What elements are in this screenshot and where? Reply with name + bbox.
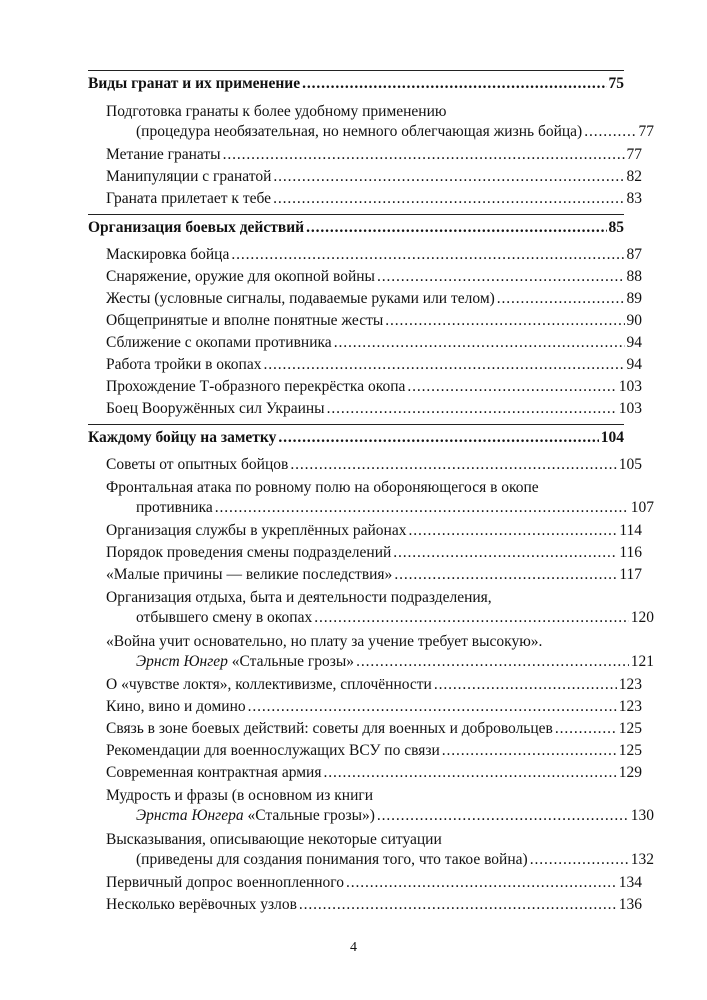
toc-section-heading[interactable]	[88, 429, 624, 452]
entry-page: 90	[626, 312, 642, 329]
entry-page: 117	[619, 566, 642, 583]
dot-leader	[407, 378, 616, 396]
section-title: Виды гранат и их применение	[88, 75, 301, 92]
toc-entry[interactable]	[88, 400, 642, 418]
entry-page: 103	[618, 400, 642, 417]
entry-page: 134	[618, 874, 642, 891]
entry-page: 120	[630, 609, 654, 626]
entry-page: 105	[618, 456, 642, 473]
dot-leader	[248, 698, 617, 716]
dot-leader	[555, 720, 617, 738]
dot-leader	[302, 75, 606, 93]
entry-title-line1: Высказывания, описывающие некоторые ситуации	[106, 831, 442, 848]
entry-page: 125	[618, 742, 642, 759]
entry-title-line2: «Стальные грозы»)	[247, 807, 375, 824]
dot-leader	[346, 874, 617, 892]
entry-title-line2: «Стальные грозы»	[231, 653, 355, 670]
toc-entry[interactable]	[88, 334, 642, 352]
dot-leader	[278, 429, 598, 447]
entry-title: Граната прилетает к тебе	[106, 190, 272, 207]
entry-page: 123	[618, 698, 642, 715]
entry-title: Маскировка бойца	[106, 246, 230, 263]
toc-entry[interactable]	[88, 566, 642, 584]
dot-leader	[377, 806, 629, 826]
quote-author: Эрнста Юнгера	[136, 807, 244, 824]
section-page: 85	[608, 219, 624, 236]
entry-page: 94	[626, 356, 642, 373]
entry-title: Связь в зоне боевых действий: советы для военных и добровольцев	[106, 720, 553, 737]
entry-title-line1: Организация отдыха, быта и деятельности подразделения,	[106, 589, 492, 606]
entry-page: 88	[626, 268, 642, 285]
section-page: 75	[608, 75, 624, 92]
entry-title: Общепринятые и вполне понятные жесты	[106, 312, 384, 329]
entry-page: 114	[619, 522, 642, 539]
toc-entry[interactable]	[88, 268, 642, 286]
dot-leader	[314, 608, 629, 628]
toc-entry[interactable]	[88, 356, 642, 374]
entry-title: Рекомендации для военнослужащих ВСУ по связи	[106, 742, 440, 759]
toc-entry[interactable]	[88, 786, 654, 826]
entry-title: Порядок проведения смены подразделений	[106, 544, 392, 561]
toc-entry[interactable]	[88, 312, 642, 330]
section-page: 104	[600, 429, 624, 446]
dot-leader	[408, 522, 617, 540]
entry-page: 130	[630, 807, 654, 824]
entry-title: Организация службы в укреплённых районах	[106, 522, 407, 539]
entry-page: 125	[618, 720, 642, 737]
dot-leader	[377, 268, 625, 286]
toc-entry[interactable]	[88, 588, 654, 628]
dot-leader	[263, 356, 624, 374]
toc-section-heading[interactable]	[88, 219, 624, 242]
dot-leader	[584, 122, 636, 142]
toc-entry[interactable]	[88, 478, 654, 518]
toc-entry[interactable]	[88, 632, 654, 672]
entry-page: 123	[618, 676, 642, 693]
entry-title: Первичный допрос военнопленного	[106, 874, 345, 891]
entry-page: 107	[630, 499, 654, 516]
toc-entry[interactable]	[88, 896, 642, 914]
dot-leader	[394, 566, 617, 584]
entry-title: Снаряжение, оружие для окопной войны	[106, 268, 375, 285]
toc-section-heading[interactable]	[88, 75, 624, 98]
dot-leader	[273, 168, 624, 186]
section-title: Организация боевых действий	[88, 219, 305, 236]
entry-title: Работа тройки в окопах	[106, 356, 262, 373]
dot-leader	[356, 652, 629, 672]
toc-entry[interactable]	[88, 246, 642, 264]
entry-title-line1: Фронтальная атака по ровному полю на обороняющегося в окопе	[106, 479, 539, 496]
entry-title: Метание гранаты	[106, 146, 221, 163]
entry-page: 83	[626, 190, 642, 207]
toc-section	[88, 214, 642, 418]
dot-leader	[223, 146, 625, 164]
entry-page: 136	[618, 896, 642, 913]
toc-entry[interactable]	[88, 522, 642, 540]
entry-title: Жесты (условные сигналы, подаваемые руками или телом)	[106, 290, 495, 307]
entry-title-line1: «Война учит основательно, но плату за учение требует высокую».	[106, 633, 543, 650]
entry-title-line2: противника	[136, 499, 213, 516]
dot-leader	[497, 290, 625, 308]
toc-entry[interactable]	[88, 146, 642, 164]
toc-entry[interactable]	[88, 676, 642, 694]
entry-page: 87	[626, 246, 642, 263]
toc-entry[interactable]	[88, 190, 642, 208]
entry-title: Прохождение Т-образного перекрёстка окопа	[106, 378, 406, 395]
dot-leader	[290, 456, 616, 474]
dot-leader	[306, 219, 606, 237]
toc-entry[interactable]	[88, 456, 642, 474]
toc-entry[interactable]	[88, 720, 642, 738]
toc-entry[interactable]	[88, 874, 642, 892]
entry-title: Сближение с окопами противника	[106, 334, 332, 351]
dot-leader	[334, 334, 625, 352]
dot-leader	[385, 312, 624, 330]
toc-entry[interactable]	[88, 830, 654, 870]
entry-title: Боец Вооружённых сил Украины	[106, 400, 325, 417]
entry-page: 121	[630, 653, 654, 670]
entry-title-line1: Подготовка гранаты к более удобному применению	[106, 103, 447, 120]
dot-leader	[393, 544, 617, 562]
toc-section	[88, 70, 654, 208]
entry-title-line2: отбывшего смену в окопах	[136, 609, 313, 626]
entry-title: «Малые причины — великие последствия»	[106, 566, 393, 583]
entry-title: Кино, вино и домино	[106, 698, 246, 715]
toc-entry[interactable]	[88, 290, 642, 308]
toc-entry[interactable]	[88, 102, 654, 142]
entry-page: 77	[638, 123, 654, 140]
page-number: 4	[350, 940, 357, 955]
dot-leader	[324, 764, 617, 782]
dot-leader	[215, 498, 629, 518]
dot-leader	[273, 190, 624, 208]
entry-title: Советы от опытных бойцов	[106, 456, 289, 473]
entry-page: 77	[626, 146, 642, 163]
toc-entry[interactable]	[88, 168, 642, 186]
toc-entry[interactable]	[88, 742, 642, 760]
dot-leader	[442, 742, 617, 760]
dot-leader	[231, 246, 624, 264]
toc-entry[interactable]	[88, 764, 642, 782]
toc-section	[88, 424, 654, 914]
dot-leader	[434, 676, 617, 694]
entry-page: 94	[626, 334, 642, 351]
entry-title: О «чувстве локтя», коллективизме, сплочённости	[106, 676, 432, 693]
entry-page: 129	[618, 764, 642, 781]
entry-page: 82	[626, 168, 642, 185]
table-of-contents	[88, 70, 654, 914]
entry-title-line2: (приведены для создания понимания того, что такое война)	[136, 851, 528, 868]
entry-title-line2: (процедура необязательная, но немного облегчающая жизнь бойца)	[136, 123, 583, 140]
entry-page: 116	[619, 544, 642, 561]
entry-title: Современная контрактная армия	[106, 764, 322, 781]
quote-author: Эрнст Юнгер	[136, 653, 228, 670]
entry-page: 132	[630, 851, 654, 868]
entry-title: Манипуляции с гранатой	[106, 168, 272, 185]
toc-entry[interactable]	[88, 544, 642, 562]
section-title: Каждому бойцу на заметку	[88, 429, 277, 446]
dot-leader	[530, 850, 629, 870]
toc-entry[interactable]	[88, 378, 642, 396]
dot-leader	[299, 896, 617, 914]
dot-leader	[327, 400, 617, 418]
entry-title: Несколько верёвочных узлов	[106, 896, 297, 913]
toc-entry[interactable]	[88, 698, 642, 716]
entry-page: 103	[618, 378, 642, 395]
entry-title-line1: Мудрость и фразы (в основном из книги	[106, 787, 374, 804]
entry-page: 89	[626, 290, 642, 307]
